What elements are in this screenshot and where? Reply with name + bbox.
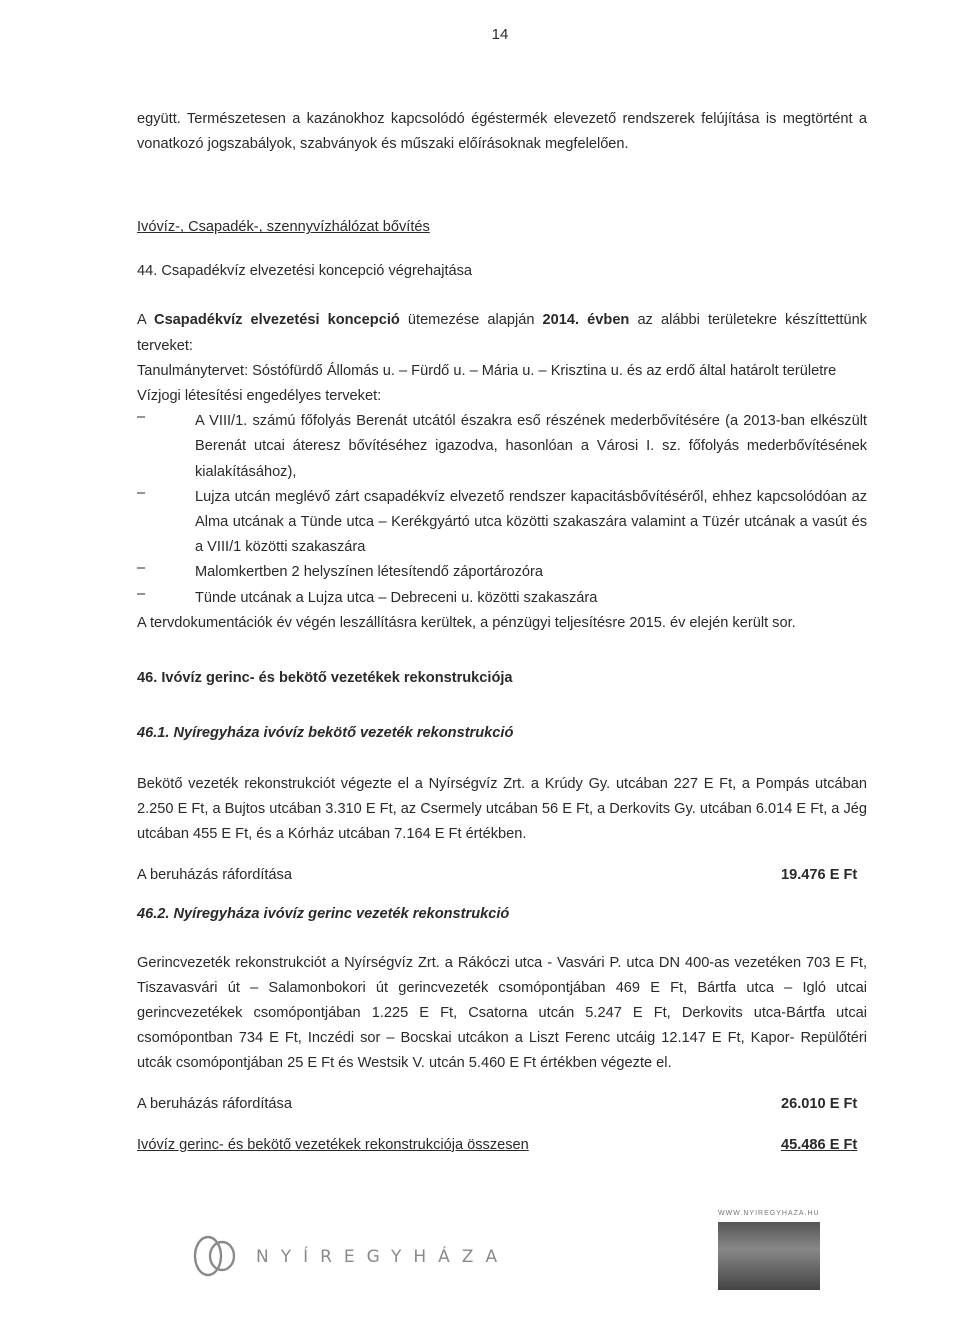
dash-bullet: – [137, 484, 146, 501]
s46-title: 46. Ivóvíz gerinc- és bekötő vezetékek rekonstrukciója [137, 670, 513, 687]
cost-amount: 19.476 E Ft [781, 866, 858, 883]
list-item: – Malomkertben 2 helyszínen létesítendő záportározóra [137, 560, 544, 581]
s46-2-text: Gerincvezeték rekonstrukciót a Nyírségvíz Zrt. a Rákóczi utca - Vasvári P. utca DN 400-as vezetéken 703 E Ft, Tiszavasvári út – Salamonbokori út gerincvezeték csomópontjában 469 E Ft, Bártfa utca – Igló utcai gerincvezetékek csomópontjában 1.225 E Ft, Csatorna utcán 5.247 E Ft, Derkovits utca-Bártfa utcai csomópontban 734 E Ft, Inczédi sor – Bocskai utcákon a Liszt Ferenc utcáig 12.147 E Ft, Kapor- Repülőtéri utcák csomópontjában 25 E Ft és Westsik V. utcán 5.460 E Ft értékben végezte el. [137, 954, 867, 1072]
s44-paragraph-4: A tervdokumentációk év végén leszállításra kerültek, a pénzügyi teljesítésre 2015. év elején került sor. [137, 614, 796, 631]
s46-2-title: 46.2. Nyíregyháza ivóvíz gerinc vezeték rekonstrukció [137, 905, 510, 922]
s46-1-cost-row [137, 863, 867, 888]
list-item: – Tünde utcának a Lujza utca – Debreceni u. közötti szakaszára [137, 585, 598, 606]
dash-bullet: – [137, 560, 146, 577]
cost-amount: 26.010 E Ft [781, 1095, 858, 1112]
footer-logo [190, 1232, 509, 1282]
city-name: NYÍREGYHÁZA [256, 1247, 510, 1267]
total-label: Ivóvíz gerinc- és bekötő vezetékek rekonstrukciója összesen [137, 1136, 529, 1153]
city-logo-icon [190, 1232, 242, 1282]
page-number: 14 [491, 26, 509, 43]
document-body [137, 107, 867, 1158]
list-item: – A VIII/1. számú főfolyás Berenát utcától északra eső részének mederbővítésére (a 2013-ban elkészült Berenát utcai áteresz bővítéséhez igazodva, hasonlóan a Városi I. sz. főfolyás mederbővítésének kialakításához), [137, 409, 867, 480]
s44-paragraph-2: Tanulmánytervet: Sóstófürdő Állomás u. – Fürdő u. – Mária u. – Krisztina u. és az erdő által határolt területre [137, 362, 837, 379]
s44-title: 44. Csapadékvíz elvezetési koncepció végrehajtása [137, 263, 473, 280]
dash-bullet: – [137, 585, 146, 602]
cost-label: A beruházás ráfordítása [137, 1095, 292, 1112]
s46-1-text: Bekötő vezeték rekonstrukciót végezte el a Nyírségvíz Zrt. a Krúdy Gy. utcában 227 E Ft, a Pompás utcában 2.250 E Ft, a Bujtos utcában 3.310 E Ft, az Csermely utcában 56 E Ft, a Derkovits Gy. utcában 6.014 E Ft, a Jég utcában 455 E Ft, és a Kórház utcában 7.164 E Ft értékben. [137, 776, 867, 843]
s44-paragraph-3: Vízjogi létesítési engedélyes terveket: [137, 388, 382, 405]
intro-paragraph: együtt. Természetesen a kazánokhoz kapcsolódó égéstermék elevezető rendszerek felújítása is megtörtént a vonatkozó jogszabályok, szabványok és műszaki előírásoknak megfelelően. [137, 111, 867, 153]
dash-bullet: – [137, 409, 146, 426]
s44-paragraph-1: A Csapadékvíz elvezetési koncepció ütemezése alapján 2014. évben az alábbi területekre készíttettünk terveket: [137, 312, 867, 354]
s46-1-title: 46.1. Nyíregyháza ivóvíz bekötő vezeték rekonstrukció [137, 725, 514, 742]
s46-total-row [137, 1133, 867, 1158]
total-amount: 45.486 E Ft [781, 1136, 858, 1153]
section-title: Ivóvíz-, Csapadék-, szennyvízhálózat bővítés [137, 219, 430, 236]
footer-photo [718, 1222, 820, 1290]
web-address: WWW.NYIREGYHAZA.HU [718, 1210, 820, 1217]
s46-2-cost-row [137, 1092, 867, 1117]
cost-label: A beruházás ráfordítása [137, 866, 292, 883]
list-item: – Lujza utcán meglévő zárt csapadékvíz elvezető rendszer kapacitásbővítéséről, ehhez kapcsolódóan az Alma utcának a Tünde utca – Kerékgyártó utca közötti szakaszára valamint a Tüzér utcának a vasút és a VIII/1 közötti szakaszára [137, 484, 867, 556]
